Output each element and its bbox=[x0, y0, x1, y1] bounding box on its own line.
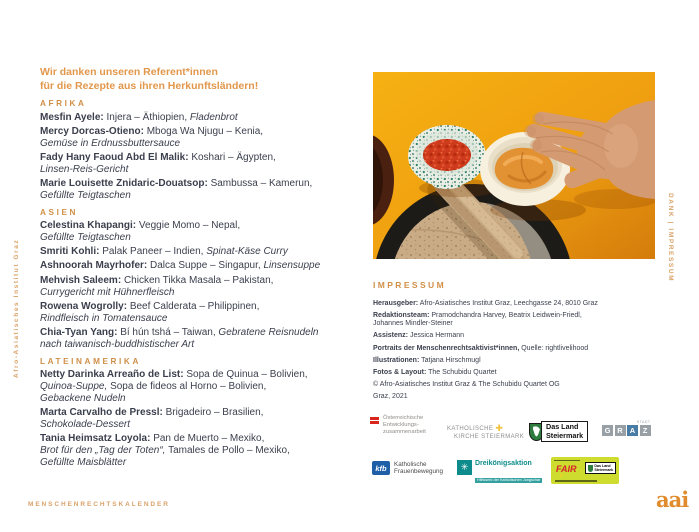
entry-line bbox=[40, 112, 368, 124]
fair-steiermark-logo bbox=[551, 457, 619, 484]
left-rail-label: Afro-Asiatisches Institut Graz bbox=[13, 238, 20, 378]
impressum-text-part: Portraits der Menschenrechtsaktivist*innen, bbox=[373, 344, 520, 352]
entry-text-part: Gebratene Reisnudeln bbox=[218, 326, 319, 338]
fair-box-line1: Das Land bbox=[594, 464, 611, 468]
entry-line bbox=[40, 126, 368, 138]
entry-text-part: Gebackene Nudeln bbox=[40, 392, 126, 404]
recipe-entry bbox=[40, 220, 368, 244]
recipe-entry bbox=[40, 246, 368, 258]
entry-text-part: Gefüllte Maisblätter bbox=[40, 456, 127, 468]
impressum-text-part: © Afro-Asiatisches Institut Graz & The Schubidu Quartet OG bbox=[373, 381, 560, 389]
entry-text-part: Fladenbrot bbox=[189, 111, 238, 123]
entry-text-part: Rowena Wogrolly: bbox=[40, 300, 128, 312]
oeza-line3: zusammenarbeit bbox=[383, 428, 426, 435]
entry-line bbox=[40, 407, 368, 419]
impressum-text-part: The Schubidu Quartet bbox=[428, 368, 497, 376]
entry-line bbox=[40, 260, 368, 272]
entry-text-part: Celestina Khapangi: bbox=[40, 220, 137, 232]
dka-star-icon: ✳ bbox=[457, 460, 472, 475]
impressum-line bbox=[373, 357, 663, 365]
graz-logo bbox=[602, 420, 651, 436]
entry-line bbox=[40, 445, 368, 457]
impressum-text-part: Afro-Asiatisches Institut Graz, Leechgasse 24, 8010 Graz bbox=[419, 300, 598, 307]
entry-text-part: Chicken Tikka Masala – Pakistan, bbox=[123, 274, 274, 286]
dreikoenigsaktion-logo bbox=[457, 460, 542, 486]
cross-icon: ✚ bbox=[495, 423, 504, 433]
section-entries bbox=[40, 112, 368, 202]
section-entries bbox=[40, 369, 368, 468]
graz-letter-box: Z bbox=[640, 425, 651, 436]
recipe-entry bbox=[40, 301, 368, 325]
entry-text-part: Gemüse in Erdnussbuttersauce bbox=[40, 137, 181, 149]
intro-text bbox=[40, 66, 368, 93]
entry-text-part: Currygericht mit Hühnerfleisch bbox=[40, 286, 175, 298]
entry-line bbox=[40, 275, 368, 287]
kfb-line2: Frauenbewegung bbox=[394, 468, 444, 476]
oeza-mark-icon bbox=[370, 417, 379, 425]
entry-text-part: Mercy Dorcas-Otieno: bbox=[40, 125, 144, 137]
recipe-entry bbox=[40, 327, 368, 351]
impressum-line bbox=[373, 393, 663, 401]
steiermark-line1: Das Land bbox=[546, 422, 579, 431]
impressum-text-part: Pramodchandra Harvey, Beatrix Leidwein-Friedl, bbox=[431, 312, 582, 320]
impressum-text-part: Quelle: rightlivelihood bbox=[521, 344, 589, 352]
intro-line-2: für die Rezepte aus ihren Herkunftsländern! bbox=[40, 79, 259, 92]
steiermark-line2: Steiermark bbox=[546, 430, 584, 440]
kirche-line2: KIRCHE STEIERMARK bbox=[454, 434, 525, 440]
oeza-logo bbox=[370, 415, 426, 435]
entry-text-part: Smriti Kohli: bbox=[40, 246, 100, 258]
recipe-entry bbox=[40, 178, 368, 202]
impressum-section bbox=[373, 280, 663, 406]
graz-letter-boxes bbox=[602, 425, 651, 436]
graz-stadt-label: STADT bbox=[636, 420, 651, 424]
impressum-text-part: Tatjana Hirschmugl bbox=[421, 356, 481, 364]
impressum-line bbox=[373, 332, 663, 340]
footer-label: MENSCHENRECHTSKALENDER bbox=[28, 501, 170, 508]
entry-text-part: Fady Hany Faoud Abd El Malik: bbox=[40, 151, 189, 163]
entry-text-part: Dalca Suppe – Singapur, bbox=[150, 260, 264, 272]
impressum-text-part: Graz, 2021 bbox=[373, 393, 408, 401]
recipe-section bbox=[40, 208, 368, 351]
entry-text-part: Brigadeiro – Brasilien, bbox=[165, 406, 264, 418]
entry-text-part: Sambussa – Kamerun, bbox=[210, 177, 313, 189]
entry-text-part: Ashnoorah Mayrhofer: bbox=[40, 260, 148, 272]
entry-text-part: Linsen-Reis-Gericht bbox=[40, 163, 129, 175]
fair-microtext-bar bbox=[555, 480, 597, 482]
entry-text-part: Tania Heimsatz Loyola: bbox=[40, 433, 151, 445]
entry-text-part: Spinat-Käse Curry bbox=[206, 246, 288, 258]
impressum-text-part: Herausgeber: bbox=[373, 300, 419, 307]
impressum-line bbox=[373, 312, 663, 320]
entry-line bbox=[40, 327, 368, 339]
impressum-text-part: Redaktionsteam: bbox=[373, 312, 430, 320]
entry-line bbox=[40, 381, 368, 393]
das-land-steiermark-logo bbox=[529, 421, 588, 442]
graz-letter-box: R bbox=[615, 425, 626, 436]
section-title: ASIEN bbox=[40, 207, 79, 217]
impressum-text-part: Jessica Hermann bbox=[409, 332, 465, 340]
aai-logo: aai bbox=[656, 487, 689, 512]
entry-text-part: Tamales de Pollo – Mexiko, bbox=[168, 444, 290, 456]
entry-text-part: Pan de Muerto – Mexiko, bbox=[153, 433, 265, 445]
recipe-entry bbox=[40, 433, 368, 468]
kirche-line1: KATHOLISCHE bbox=[447, 426, 494, 432]
entry-text-part: Mehvish Saleem: bbox=[40, 274, 122, 286]
fair-microtext-bar bbox=[554, 460, 580, 462]
katholische-kirche-logo bbox=[447, 423, 524, 440]
impressum-line bbox=[373, 320, 663, 328]
tomato-sauce bbox=[423, 139, 471, 171]
kfb-line1: Katholische bbox=[394, 461, 427, 468]
entry-text-part: Bí hún tshá – Taiwan, bbox=[120, 326, 219, 338]
sponsor-logos bbox=[370, 415, 670, 500]
entry-text-part: Marie Louisette Znidaric-Douatsop: bbox=[40, 177, 208, 189]
entry-line bbox=[40, 339, 368, 351]
kfb-logo bbox=[372, 461, 443, 476]
entry-line bbox=[40, 369, 368, 381]
entry-text-part: Schokolade-Dessert bbox=[40, 418, 131, 430]
oeza-line1: Österreichische bbox=[383, 415, 424, 421]
impressum-line bbox=[373, 381, 663, 389]
section-title: AFRIKA bbox=[40, 99, 87, 108]
impressum-lines bbox=[373, 300, 663, 401]
recipe-sections bbox=[40, 99, 368, 468]
recipe-section bbox=[40, 99, 368, 202]
oeza-label bbox=[383, 415, 426, 435]
entry-text-part: Mesfin Ayele: bbox=[40, 111, 104, 123]
entry-line bbox=[40, 138, 368, 150]
recipe-entry bbox=[40, 112, 368, 124]
impressum-text-part: Fotos & Layout: bbox=[373, 368, 427, 376]
graz-letter-box: G bbox=[602, 425, 613, 436]
mini-shield-icon bbox=[588, 465, 593, 472]
entry-text-part: Mboga Wa Njugu – Kenia, bbox=[146, 125, 264, 137]
section-entries bbox=[40, 220, 368, 350]
entry-text-part: Sopa de Quinua – Bolivien, bbox=[186, 369, 308, 381]
entry-text-part: Veggie Momo – Nepal, bbox=[138, 220, 241, 232]
entry-text-part: Chia-Tyan Yang: bbox=[40, 326, 118, 338]
impressum-text-part: Johannes Mindler-Steiner bbox=[373, 320, 453, 328]
recipe-section bbox=[40, 357, 368, 469]
dka-title: Dreikönigsaktion bbox=[475, 460, 532, 467]
recipe-entry bbox=[40, 369, 368, 404]
fair-steiermark-box bbox=[585, 462, 616, 474]
entry-line bbox=[40, 313, 368, 325]
graz-letter-box: A bbox=[627, 425, 638, 436]
entry-line bbox=[40, 419, 368, 431]
thanks-column bbox=[40, 66, 368, 471]
recipe-entry bbox=[40, 126, 368, 150]
entry-line bbox=[40, 393, 368, 405]
entry-text-part: Sopa de fideos al Horno – Bolivien, bbox=[110, 380, 267, 392]
entry-line bbox=[40, 433, 368, 445]
fair-box-line2: Steiermark bbox=[594, 468, 613, 472]
kfb-label bbox=[394, 461, 443, 476]
entry-text-part: Palak Paneer – Indien, bbox=[102, 246, 207, 258]
impressum-text-part: Assistenz: bbox=[373, 332, 409, 340]
entry-line bbox=[40, 246, 368, 258]
entry-text-part: Rindfleisch in Tomatensauce bbox=[40, 312, 168, 324]
entry-text-part: Injera – Äthiopien, bbox=[106, 111, 190, 123]
entry-text-part: Beef Calderata – Philippinen, bbox=[129, 300, 260, 312]
entry-line bbox=[40, 164, 368, 176]
entry-line bbox=[40, 220, 368, 232]
entry-text-part: Linsensuppe bbox=[263, 260, 321, 272]
impressum-line bbox=[373, 369, 663, 377]
impressum-line bbox=[373, 345, 663, 353]
food-photo bbox=[373, 72, 655, 259]
entry-line bbox=[40, 152, 368, 164]
fair-wordmark: FAIR bbox=[556, 464, 577, 474]
intro-line-1: Wir danken unseren Referent*innen bbox=[40, 66, 218, 78]
entry-line bbox=[40, 232, 368, 244]
impressum-line bbox=[373, 300, 663, 308]
entry-text-part: Netty Darinka Arreaño de List: bbox=[40, 369, 184, 381]
entry-text-part: Marta Carvalho de Pressl: bbox=[40, 406, 163, 418]
impressum-text-part: Illustrationen: bbox=[373, 356, 420, 364]
entry-text-part: Quinoa-Suppe, bbox=[40, 380, 108, 392]
right-rail-label: DANK | IMPRESSUM bbox=[667, 193, 674, 283]
entry-text-part: Gefüllte Teigtaschen bbox=[40, 231, 131, 243]
entry-line bbox=[40, 190, 368, 202]
recipe-entry bbox=[40, 152, 368, 176]
section-title: LATEINAMERIKA bbox=[40, 356, 141, 366]
star-icon: ★ bbox=[559, 473, 564, 479]
entry-text-part: Gefüllte Teigtaschen bbox=[40, 189, 131, 201]
entry-line bbox=[40, 457, 368, 469]
entry-line bbox=[40, 301, 368, 313]
steiermark-label bbox=[541, 421, 588, 442]
entry-text-part: Brot für den „Tag der Toten“, bbox=[40, 444, 166, 456]
entry-text-part: nach taiwanisch-buddhistischer Art bbox=[40, 338, 195, 350]
oeza-line2: Entwicklungs- bbox=[383, 421, 419, 428]
entry-line bbox=[40, 178, 368, 190]
dka-subtitle: Hilfswerk der Katholischen Jungschar bbox=[477, 478, 541, 482]
kfb-mark-icon: kfb bbox=[372, 461, 390, 475]
recipe-entry bbox=[40, 407, 368, 431]
recipe-entry bbox=[40, 275, 368, 299]
recipe-entry bbox=[40, 260, 368, 272]
impressum-title: IMPRESSUM bbox=[373, 280, 447, 290]
entry-text-part: Koshari – Ägypten, bbox=[191, 151, 276, 163]
entry-line bbox=[40, 287, 368, 299]
